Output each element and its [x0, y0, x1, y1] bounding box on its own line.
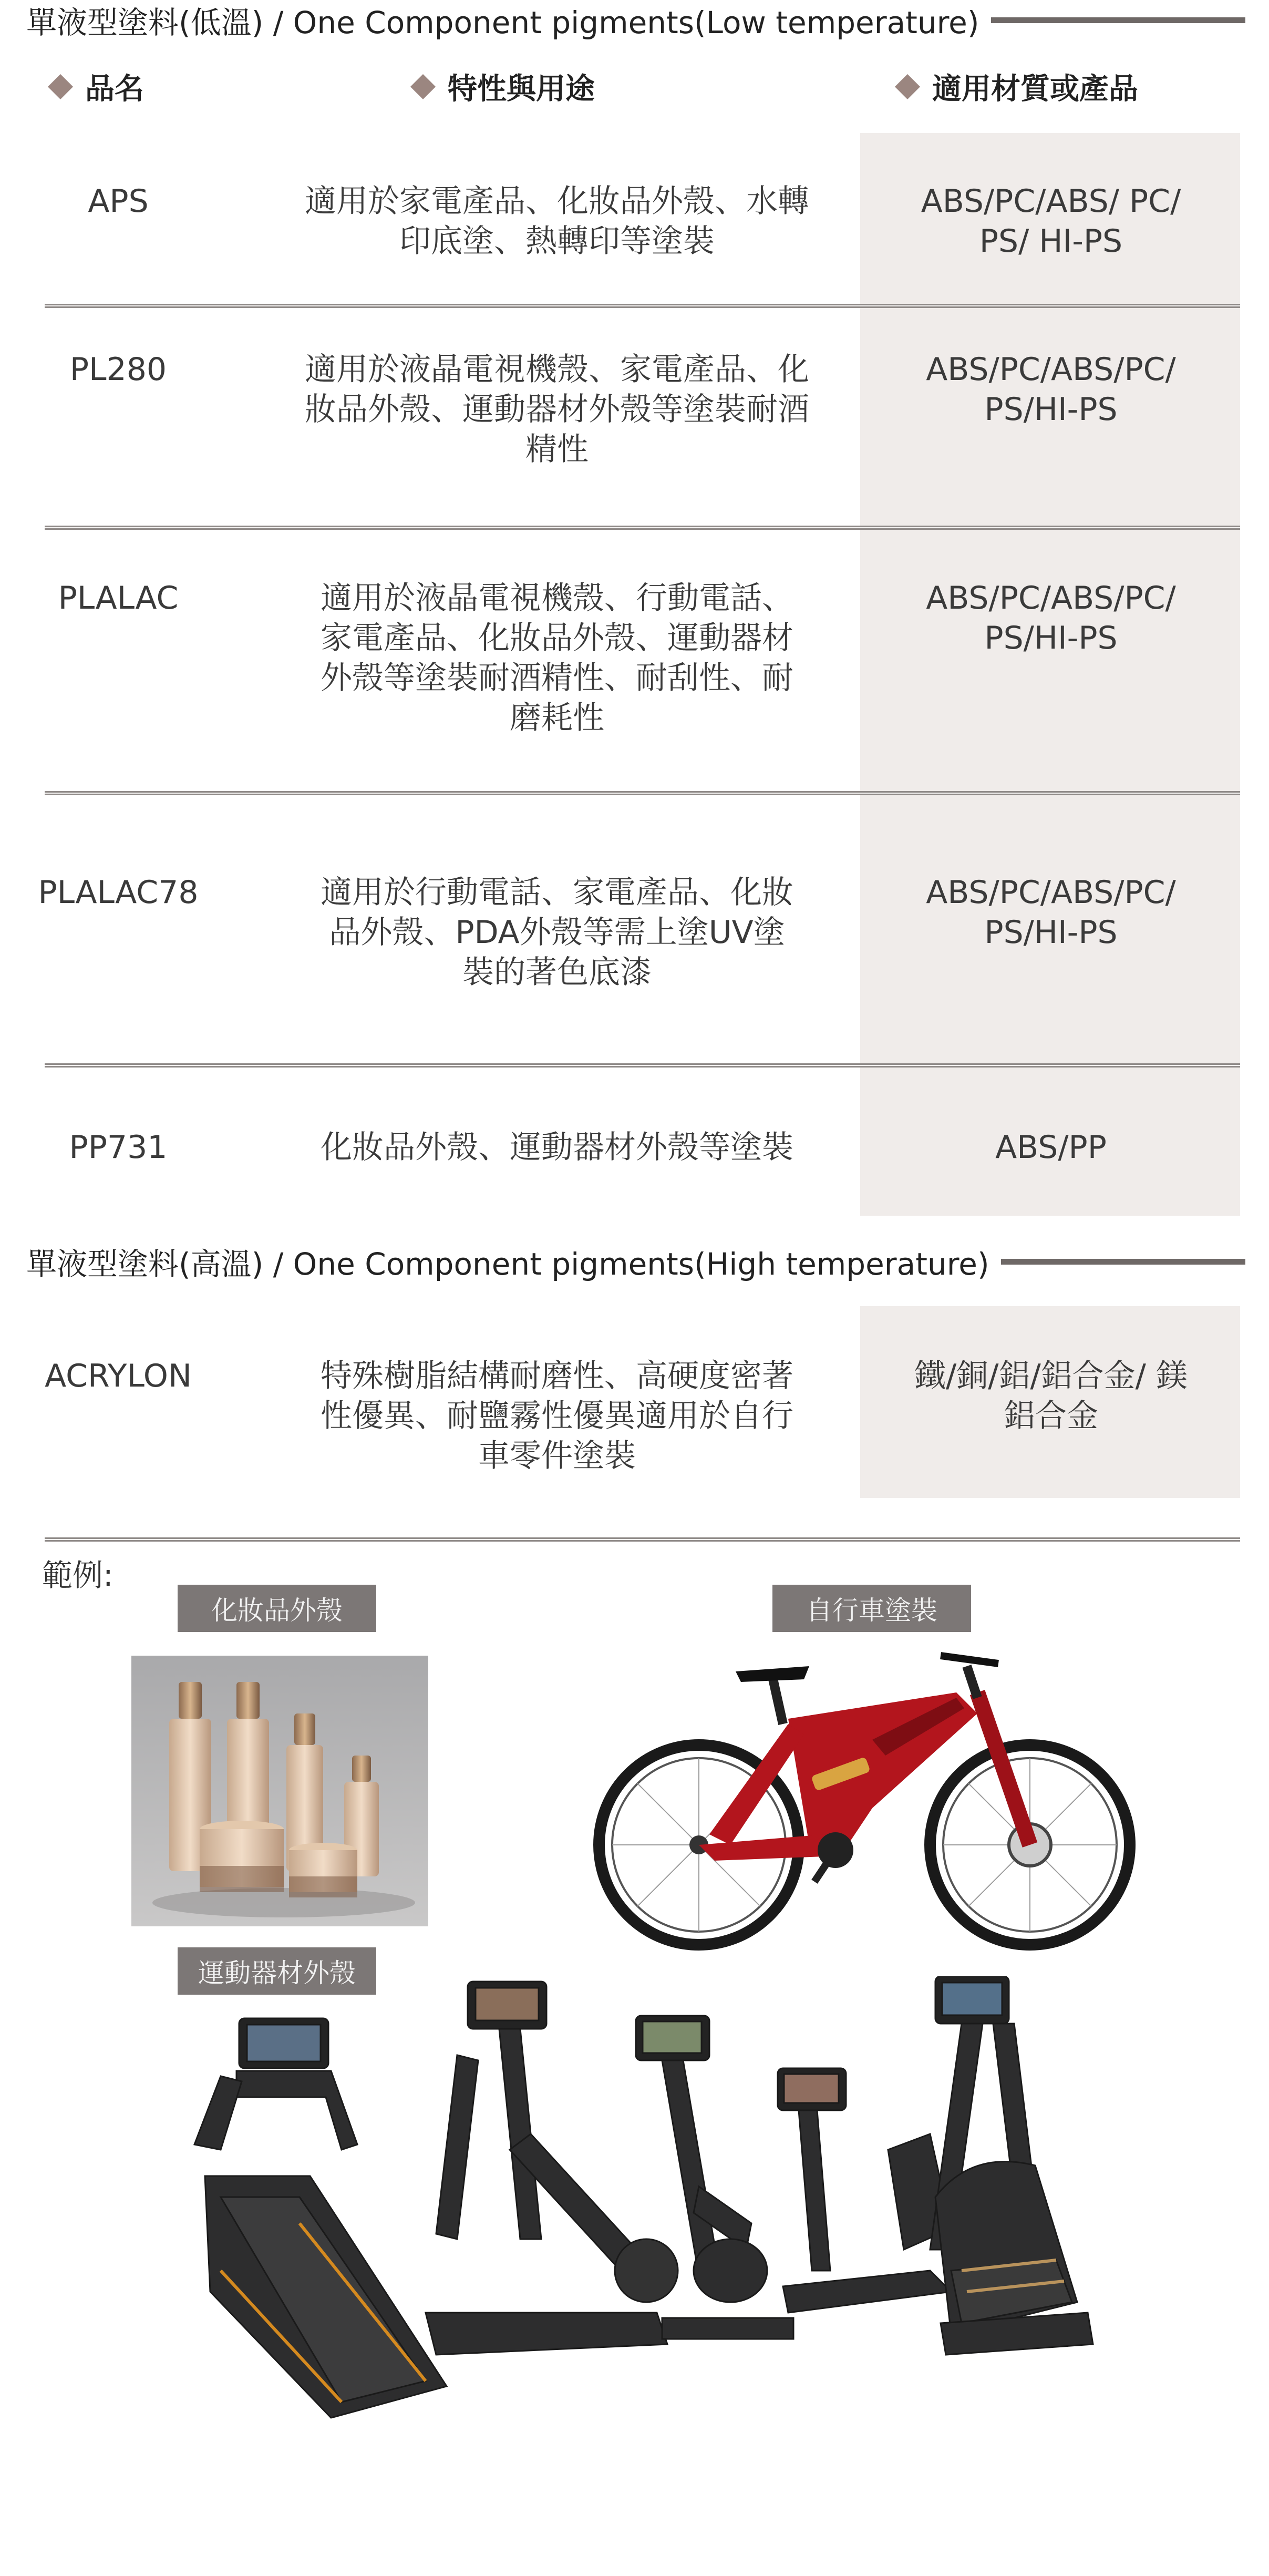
product-name: PP731: [69, 1129, 168, 1166]
row-divider: [45, 1537, 1240, 1542]
header-material: [894, 63, 1138, 110]
product-usage: 適用於家電產品、化妝品外殼、水轉印底塗、熱轉印等塗裝: [305, 183, 809, 260]
product-usage: 適用於液晶電視機殼、家電產品、化妝品外殼、運動器材外殼等塗裝耐酒精性: [305, 351, 809, 468]
product-name: PLALAC78: [38, 874, 199, 911]
product-material: ABS/PC/ABS/PC/ PS/HI-PS: [926, 580, 1176, 656]
product-name: PLALAC: [58, 580, 179, 617]
product-material: ABS/PP: [995, 1129, 1107, 1166]
sports-equipment-image: [131, 1976, 1130, 2439]
section-title-high-temp: [26, 1240, 1245, 1282]
product-usage: 適用於行動電話、家電產品、化妝品外殼、PDA外殼等需上塗UV塗裝的著色底漆: [321, 874, 793, 991]
section-title-rule: [1001, 1259, 1245, 1265]
example-tag-sports: 運動器材外殼: [178, 1947, 376, 1995]
example-tag-cosmetics: 化妝品外殼: [178, 1585, 376, 1632]
header-name: [47, 63, 144, 110]
diamond-bullet-icon: [48, 74, 73, 99]
material-column-background: [860, 133, 1240, 1216]
example-tag-bicycle: 自行車塗裝: [772, 1585, 971, 1632]
cosmetics-bottles-image: [131, 1656, 428, 1926]
row-divider: [45, 304, 1240, 308]
bicycle-image: [578, 1635, 1146, 1955]
header-name-label: 品名: [85, 72, 144, 106]
product-material: ABS/PC/ABS/PC/ PS/HI-PS: [926, 351, 1176, 428]
product-name: APS: [88, 183, 149, 220]
section-title-text: 單液型塗料(高溫) / One Component pigments(High temperature): [26, 1246, 989, 1282]
product-name: ACRYLON: [45, 1358, 192, 1394]
section-title-low-temp: [26, 0, 1245, 41]
product-usage: 特殊樹脂結構耐磨性、高硬度密著性優異、耐鹽霧性優異適用於自行車零件塗裝: [321, 1358, 793, 1474]
diamond-bullet-icon: [410, 74, 436, 99]
product-material: ABS/PC/ABS/ PC/ PS/ HI-PS: [921, 183, 1181, 260]
product-material: 鐵/銅/鋁/鋁合金/ 鎂鋁合金: [914, 1358, 1188, 1434]
product-usage: 化妝品外殼、運動器材外殼等塗裝: [321, 1129, 793, 1166]
product-material: ABS/PC/ABS/PC/ PS/HI-PS: [926, 874, 1176, 951]
row-divider: [45, 791, 1240, 795]
row-divider: [45, 526, 1240, 530]
section-title-rule: [991, 17, 1246, 23]
product-usage: 適用於液晶電視機殼、行動電話、家電產品、化妝品外殼、運動器材外殼等塗裝耐酒精性、耐刮性、耐磨耗性: [321, 580, 793, 736]
examples-label: 範例:: [42, 1557, 114, 1593]
header-material-label: 適用材質或產品: [932, 72, 1138, 106]
row-divider: [45, 1063, 1240, 1068]
product-name: PL280: [69, 351, 167, 388]
header-usage-label: 特性與用途: [448, 72, 595, 106]
header-usage: [410, 63, 595, 110]
section-title-text: 單液型塗料(低溫) / One Component pigments(Low temperature): [26, 5, 979, 40]
diamond-bullet-icon: [895, 74, 920, 99]
